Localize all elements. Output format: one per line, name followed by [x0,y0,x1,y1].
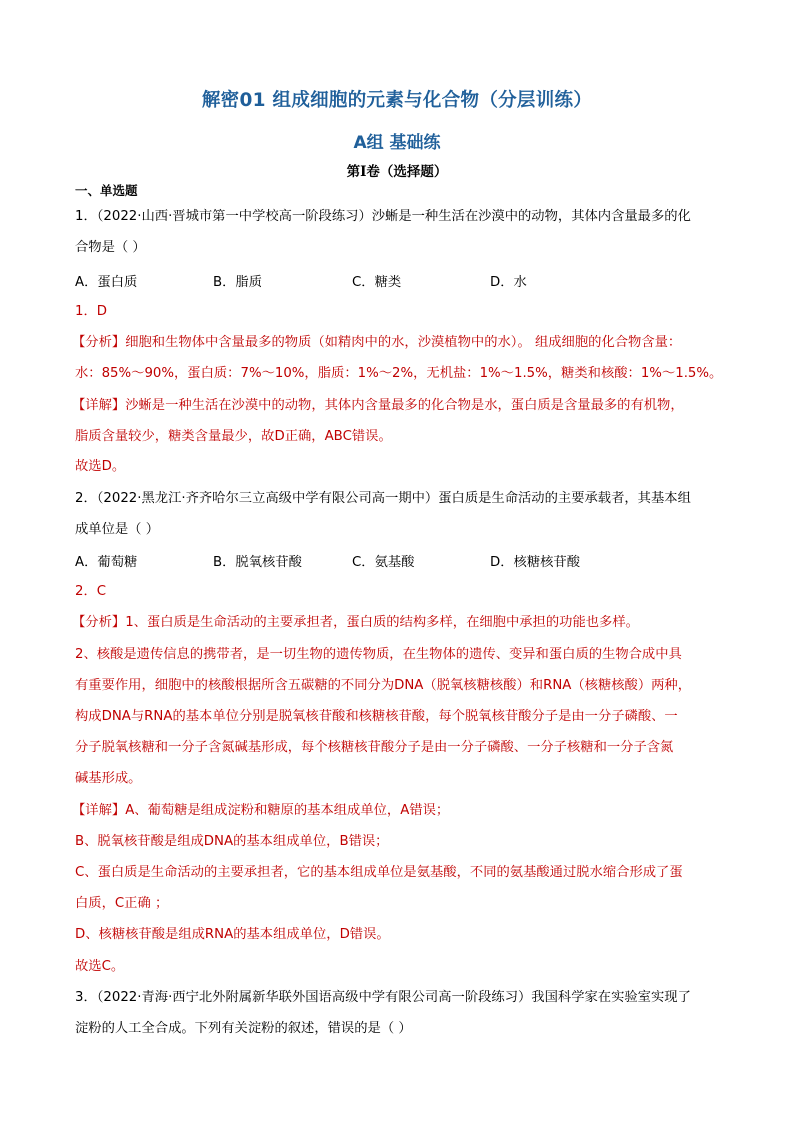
q1-detail-line-1 [72,396,684,416]
q2-detail-line-2: B、脱氧核苷酸是组成DNA的基本组成单位，B错误； [75,834,389,849]
analysis-tag: 【分析】 [72,615,126,630]
q2-option-a: A．葡萄糖 [75,555,138,570]
q3-stem-line-1: 3．（2022·青海·西宁北外附属新华联外国语高级中学有限公司高一阶段练习）我国科学家在实验室实现了 [75,990,691,1005]
analysis-tag: 【分析】 [72,335,126,350]
q2-detail-line-1 [72,801,449,821]
detail-tag: 【详解】 [72,803,126,818]
page-title: 解密01 组成细胞的元素与化合物（分层训练） [201,90,593,111]
q2-detail-line-4: 白质，C正确 ； [75,896,169,911]
q2-stem-line-2: 成单位是（ ） [75,522,160,537]
q2-conclusion: 故选C。 [75,959,125,974]
section-heading: 一、单选题 [75,183,138,198]
group-heading: A组 基础练 [353,133,441,153]
q2-analysis-line-6: 碱基形成。 [75,771,142,786]
q2-stem-line-1: 2．（2022·黑龙江·齐齐哈尔三立高级中学有限公司高一期中）蛋白质是生命活动的主要承载者，其基本组 [75,491,691,506]
detail-tag: 【详解】 [72,398,126,413]
q1-option-a: A．蛋白质 [75,275,138,290]
analysis-text: 细胞和生物体中含量最多的物质（如精肉中的水，沙漠植物中的水）。 组成细胞的化合物含量： [125,335,682,350]
q2-detail-line-5: D、核糖核苷酸是组成RNA的基本组成单位，D错误。 [75,927,390,942]
q2-analysis-line-1 [72,613,639,633]
q2-detail-line-3: C、蛋白质是生命活动的主要承担者，它的基本组成单位是氨基酸，不同的氨基酸通过脱水缩合形成了蛋 [75,865,683,880]
q2-option-c: C．氨基酸 [352,555,415,570]
q1-analysis-line-2: 水：85%～90%，蛋白质：7%～10%，脂质：1%～2%，无机盐：1%～1.5%，糖类和核酸：1%～1.5%。 [75,366,723,381]
q2-analysis-line-5: 分子脱氧核糖和一分子含氮碱基形成，每个核糖核苷酸分子是由一分子磷酸、一分子核糖和一分子含氮 [75,740,674,755]
q1-option-c: C．糖类 [352,275,402,290]
detail-text: A、葡萄糖是组成淀粉和糖原的基本组成单位，A错误； [125,803,450,818]
q2-answer: 2．C [75,584,107,599]
q2-option-b: B．脱氧核苷酸 [213,555,302,570]
detail-text: 沙蜥是一种生活在沙漠中的动物，其体内含量最多的化合物是水，蛋白质是含量最多的有机物， [125,398,684,413]
q1-stem-line-1: 1．（2022·山西·晋城市第一中学校高一阶段练习）沙蜥是一种生活在沙漠中的动物，其体内含量最多的化 [75,209,691,224]
analysis-text: 1、蛋白质是生命活动的主要承担者，蛋白质的结构多样，在细胞中承担的功能也多样。 [125,615,639,630]
q2-analysis-line-2: 2、核酸是遗传信息的携带者，是一切生物的遗传物质，在生物体的遗传、变异和蛋白质的生物合成中具 [75,647,682,662]
volume-heading: 第Ⅰ卷（选择题） [346,164,448,180]
q1-option-d: D．水 [490,275,527,290]
q1-analysis-line-1 [72,333,681,353]
q3-stem-line-2: 淀粉的人工全合成。下列有关淀粉的叙述，错误的是（ ） [75,1021,412,1036]
q2-option-d: D．核糖核苷酸 [490,555,581,570]
q1-option-b: B．脂质 [213,275,263,290]
q1-stem-line-2: 合物是（ ） [75,240,146,255]
q2-analysis-line-3: 有重要作用，细胞中的核酸根据所含五碳糖的不同分为DNA（脱氧核糖核酸）和RNA（核糖核酸）两种， [75,678,692,693]
q1-answer: 1．D [75,304,107,319]
q2-analysis-line-4: 构成DNA与RNA的基本单位分别是脱氧核苷酸和核糖核苷酸，每个脱氧核苷酸分子是由一分子磷酸、一 [75,709,678,724]
q1-detail-line-2: 脂质含量较少，糖类含量最少，故D正确，ABC错误。 [75,429,392,444]
q1-conclusion: 故选D。 [75,459,126,474]
